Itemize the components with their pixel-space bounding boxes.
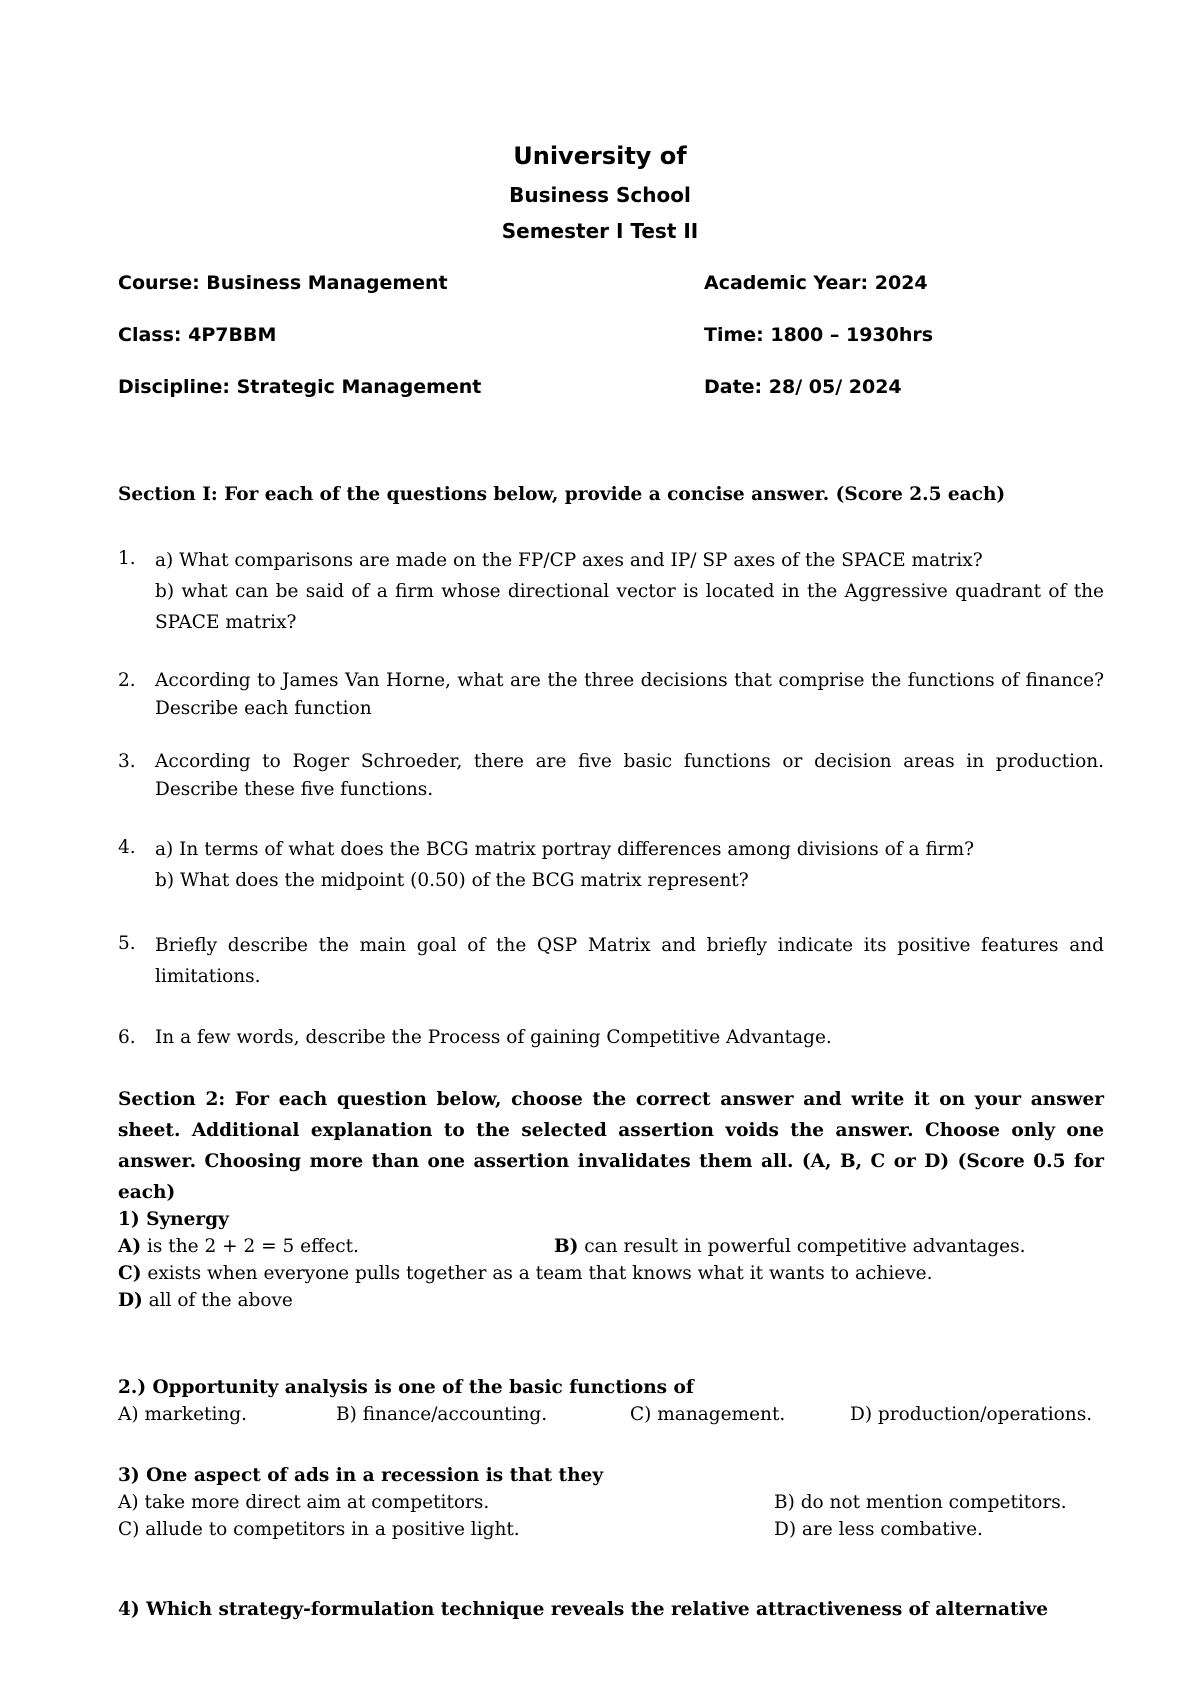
question-text: Briefly describe the main goal of the QSP Matrix and briefly indicate its positive features and limitations. bbox=[155, 935, 1104, 987]
mc-question-2 bbox=[118, 1374, 1104, 1428]
mc-question-title: 4) Which strategy-formulation technique reveals the relative attractiveness of alternative bbox=[118, 1599, 1049, 1620]
question-5 bbox=[118, 930, 1104, 992]
mc-option-d: D) all of the above bbox=[118, 1290, 293, 1311]
mc-option-row bbox=[118, 1516, 1104, 1543]
mc-option-row bbox=[118, 1260, 1104, 1287]
question-text: According to James Van Horne, what are the three decisions that comprise the functions of finance? Describe each function bbox=[155, 670, 1104, 719]
school-name: Business School bbox=[509, 183, 691, 207]
question-number: 6. bbox=[118, 1027, 136, 1048]
question-text: b) What does the midpoint (0.50) of the BCG matrix represent? bbox=[155, 870, 749, 891]
mc-option-row bbox=[118, 1287, 1104, 1314]
question-text: b) what can be said of a firm whose directional vector is located in the Aggressive quadrant of the SPACE matrix? bbox=[155, 581, 1104, 633]
question-2 bbox=[118, 667, 1104, 723]
mc-question-4 bbox=[118, 1596, 1104, 1623]
mc-option-row bbox=[118, 1401, 1104, 1428]
question-text: a) What comparisons are made on the FP/CP axes and IP/ SP axes of the SPACE matrix? bbox=[155, 550, 983, 571]
mc-option-b: B) do not mention competitors. bbox=[774, 1492, 1067, 1513]
question-3 bbox=[118, 748, 1104, 804]
mc-option-c: C) management. bbox=[630, 1404, 786, 1425]
discipline-label: Discipline: Strategic Management bbox=[118, 376, 482, 398]
question-number: 3. bbox=[118, 751, 136, 772]
question-4 bbox=[118, 834, 1104, 896]
mc-option-a: A) is the 2 + 2 = 5 effect. bbox=[118, 1236, 359, 1257]
mc-question-3 bbox=[118, 1462, 1104, 1543]
mc-option-c: C) allude to competitors in a positive light. bbox=[118, 1519, 520, 1540]
date-label: Date: 28/ 05/ 2024 bbox=[704, 376, 902, 398]
mc-option-d: D) production/operations. bbox=[850, 1404, 1093, 1425]
question-number: 4. bbox=[118, 837, 136, 858]
section2-title: Section 2: For each question below, choose the correct answer and write it on your answer sheet. Additional explanation to the selected assertion voids the answer. Choose only one answer. Choosing more than one assertion invalidates them all. (A, B, C or D) (Score 0.5 for each) bbox=[118, 1089, 1104, 1203]
question-1 bbox=[118, 545, 1104, 638]
question-6 bbox=[118, 1024, 1104, 1052]
class-label: Class: 4P7BBM bbox=[118, 324, 277, 346]
test-name: Semester I Test II bbox=[501, 219, 699, 243]
question-number: 5. bbox=[118, 933, 136, 954]
section1-title: Section I: For each of the questions below, provide a concise answer. (Score 2.5 each) bbox=[118, 484, 1006, 505]
mc-option-c: C) exists when everyone pulls together as a team that knows what it wants to achieve. bbox=[118, 1263, 933, 1284]
mc-question-title: 1) Synergy bbox=[118, 1209, 229, 1230]
mc-option-row bbox=[118, 1233, 1104, 1260]
question-number: 1. bbox=[118, 548, 136, 569]
question-number: 2. bbox=[118, 670, 136, 691]
time-label: Time: 1800 – 1930hrs bbox=[704, 324, 934, 346]
mc-question-title: 3) One aspect of ads in a recession is that they bbox=[118, 1465, 604, 1486]
mc-question-1 bbox=[118, 1206, 1104, 1314]
mc-option-d: D) are less combative. bbox=[774, 1519, 983, 1540]
question-text: In a few words, describe the Process of gaining Competitive Advantage. bbox=[155, 1027, 832, 1048]
mc-option-b: B) can result in powerful competitive advantages. bbox=[554, 1236, 1026, 1257]
mc-option-row bbox=[118, 1489, 1104, 1516]
question-text: a) In terms of what does the BCG matrix portray differences among divisions of a firm? bbox=[155, 839, 975, 860]
course-label: Course: Business Management bbox=[118, 272, 448, 294]
mc-question-title: 2.) Opportunity analysis is one of the basic functions of bbox=[118, 1377, 694, 1398]
mc-option-a: A) marketing. bbox=[118, 1404, 248, 1425]
mc-option-a: A) take more direct aim at competitors. bbox=[118, 1492, 490, 1513]
mc-option-b: B) finance/accounting. bbox=[336, 1404, 548, 1425]
university-title: University of bbox=[513, 142, 687, 170]
question-text: According to Roger Schroeder, there are five basic functions or decision areas in production. Describe these five functions. bbox=[155, 751, 1104, 800]
academic-year-label: Academic Year: 2024 bbox=[704, 272, 928, 294]
